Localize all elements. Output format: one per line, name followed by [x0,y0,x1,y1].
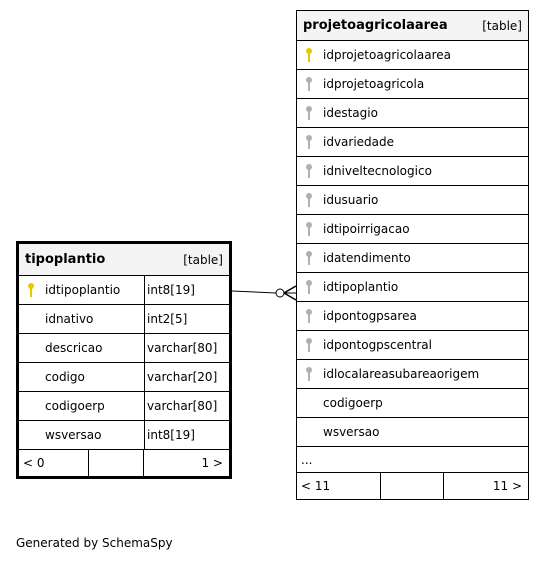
column-name[interactable]: wsversao [323,425,380,439]
column-row[interactable] [19,363,229,392]
table-name[interactable]: projetoagricolaarea [303,18,448,33]
table-projetoagricolaarea[interactable] [296,10,529,500]
foreign-key-icon [297,99,321,127]
column-type: int8[19] [147,283,195,297]
primary-key-icon [19,276,43,304]
column-row[interactable] [297,215,528,244]
foreign-key-icon [297,302,321,330]
table-kind: [table] [183,252,223,267]
column-row[interactable] [297,157,528,186]
column-row[interactable] [297,418,528,447]
column-name[interactable]: codigoerp [43,392,145,420]
column-name[interactable]: idusuario [323,193,379,207]
foreign-key-icon [297,186,321,214]
column-row[interactable] [297,70,528,99]
column-name[interactable]: idnativo [43,305,145,333]
column-name[interactable]: descricao [43,334,145,362]
generated-by-label: Generated by SchemaSpy [16,536,173,550]
children-count-link[interactable]: 1 > [201,456,223,470]
primary-key-icon [297,41,321,69]
foreign-key-icon [297,244,321,272]
foreign-key-icon [297,128,321,156]
column-name[interactable]: idvariedade [323,135,395,149]
children-count-link[interactable]: 11 > [492,479,522,493]
table-footer [297,473,528,499]
foreign-key-icon [297,157,321,185]
table-tipoplantio[interactable] [16,241,232,479]
column-row[interactable] [297,273,528,302]
table-header [297,11,528,41]
foreign-key-icon [297,273,321,301]
column-row[interactable] [297,128,528,157]
column-row[interactable] [297,186,528,215]
foreign-key-icon [297,331,321,359]
table-header [19,244,229,276]
foreign-key-icon [297,360,321,388]
foreign-key-icon [297,70,321,98]
foreign-key-icon [297,215,321,243]
column-row[interactable] [297,41,528,70]
table-footer [19,450,229,476]
column-list [19,276,229,450]
parents-count-link[interactable]: < 0 [19,450,89,476]
column-row[interactable] [297,302,528,331]
column-name[interactable]: idlocalareasubareaorigem [323,367,480,381]
column-type: varchar[20] [147,370,218,384]
column-name[interactable]: idprojetoagricola [323,77,425,91]
column-row[interactable] [297,389,528,418]
column-name[interactable]: codigoerp [323,396,383,410]
column-name[interactable]: idestagio [323,106,378,120]
column-name[interactable]: wsversao [43,421,145,449]
column-type: int2[5] [147,312,188,326]
parents-count-link[interactable]: < 11 [297,473,381,499]
column-name[interactable]: idniveltecnologico [323,164,432,178]
column-list [297,41,528,447]
table-kind: [table] [482,18,522,33]
column-name[interactable]: idtipoirrigacao [323,222,410,236]
column-row[interactable] [297,99,528,128]
column-name[interactable]: idtipoplantio [43,276,145,304]
column-name[interactable]: idpontogpscentral [323,338,432,352]
column-name[interactable]: codigo [43,363,145,391]
column-row[interactable] [19,334,229,363]
more-columns-ellipsis: ... [297,447,528,473]
table-name[interactable]: tipoplantio [25,252,106,267]
column-row[interactable] [19,392,229,421]
column-name[interactable]: idatendimento [323,251,411,265]
column-row[interactable] [19,305,229,334]
column-row[interactable] [19,421,229,450]
column-type: varchar[80] [147,399,218,413]
column-row[interactable] [297,331,528,360]
column-name[interactable]: idprojetoagricolaarea [323,48,451,62]
column-type: int8[19] [147,428,195,442]
column-row[interactable] [297,244,528,273]
column-type: varchar[80] [147,341,218,355]
column-row[interactable] [19,276,229,305]
column-row[interactable] [297,360,528,389]
column-name[interactable]: idpontogpsarea [323,309,417,323]
column-name[interactable]: idtipoplantio [323,280,399,294]
